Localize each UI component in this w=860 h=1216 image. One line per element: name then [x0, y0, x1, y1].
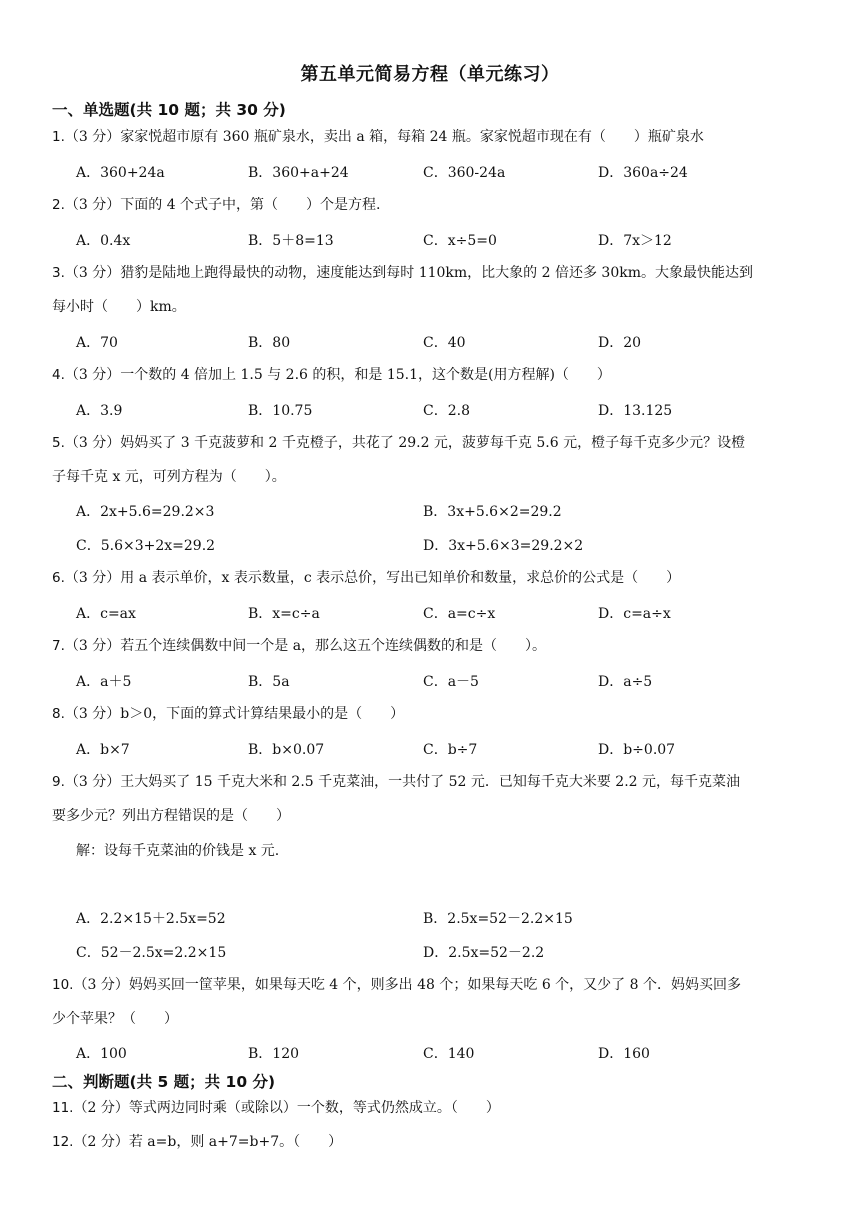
question-number: 10.: [52, 977, 74, 993]
question-score: （3 分）: [73, 977, 129, 993]
question-score: （3 分）: [64, 197, 121, 213]
question-number: 2.: [52, 197, 65, 213]
question-1: [52, 120, 812, 154]
option-c: C．a－5: [423, 674, 479, 690]
option-c: C．40: [423, 335, 466, 351]
option-c: C．a=c÷x: [423, 606, 496, 622]
option-d: D．b÷0.07: [598, 742, 676, 758]
question-6: [52, 561, 812, 595]
option-b: B．2.5x=52－2.2×15: [423, 911, 573, 927]
question-3: [52, 256, 812, 324]
option-d: D．20: [598, 335, 642, 351]
question-number: 1.: [52, 129, 65, 145]
option-b: B．5＋8=13: [248, 233, 334, 249]
question-text: b＞0，下面的算式计算结果最小的是（ ）: [120, 706, 405, 722]
option-d: D．7x＞12: [598, 233, 672, 249]
option-d: D．a÷5: [598, 674, 653, 690]
option-a: A．2.2×15＋2.5x=52: [76, 911, 226, 927]
question-score: （2 分）: [73, 1100, 129, 1116]
question-text: 王大妈买了 15 千克大米和 2.5 千克菜油，一共付了 52 元．已知每千克大米要 2.2 元，每千克菜油: [120, 774, 741, 790]
question-score: （3 分）: [64, 638, 121, 654]
solution-line: 解：设每千克菜油的价钱是 x 元.: [76, 843, 280, 859]
question-score: （3 分）: [64, 570, 121, 586]
option-a: A．c=ax: [76, 606, 136, 622]
question-9: [52, 765, 812, 833]
option-b: B．5a: [248, 674, 290, 690]
option-c: C．b÷7: [423, 742, 478, 758]
option-c: C．140: [423, 1046, 475, 1062]
question-5: [52, 426, 812, 494]
question-text: 下面的 4 个式子中，第（ ）个是方程.: [120, 197, 381, 213]
option-d: D．3x+5.6×3=29.2×2: [423, 538, 584, 554]
option-a: A．b×7: [76, 742, 130, 758]
option-c: C．5.6×3+2x=29.2: [76, 538, 216, 554]
option-c: C．2.8: [423, 403, 470, 419]
question-text: 妈妈买回一筐苹果，如果每天吃 4 个，则多出 48 个；如果每天吃 6 个，又少了 8 个．妈妈买回多: [128, 977, 741, 993]
question-number: 5.: [52, 435, 65, 451]
option-a: A．70: [76, 335, 118, 351]
question-10: [52, 968, 812, 1036]
question-number: 3.: [52, 265, 65, 281]
question-number: 8.: [52, 706, 65, 722]
option-d: D．2.5x=52－2.2: [423, 945, 545, 961]
question-text-continued: 要多少元？列出方程错误的是（ ）: [52, 808, 290, 824]
option-d: D．160: [598, 1046, 650, 1062]
question-12: [52, 1125, 812, 1159]
option-a: A．100: [76, 1046, 127, 1062]
option-d: D．c=a÷x: [598, 606, 671, 622]
question-text: 若 a=b，则 a+7=b+7。（ ）: [128, 1134, 343, 1150]
option-a: A．3.9: [76, 403, 123, 419]
question-2: [52, 188, 812, 222]
option-a: A．a＋5: [76, 674, 132, 690]
question-text-continued: 每小时（ ）km。: [52, 299, 186, 315]
question-text: 一个数的 4 倍加上 1.5 与 2.6 的积，和是 15.1，这个数是(用方程解)（ ）: [120, 367, 611, 383]
question-text: 若五个连续偶数中间一个是 a，那么这五个连续偶数的和是（ ）。: [120, 638, 547, 654]
question-score: （3 分）: [64, 367, 121, 383]
question-text: 用 a 表示单价，x 表示数量，c 表示总价，写出已知单价和数量，求总价的公式是（ ）: [120, 570, 681, 586]
question-8: [52, 697, 812, 731]
question-score: （2 分）: [73, 1134, 129, 1150]
option-d: D．360a÷24: [598, 165, 688, 181]
question-number: 4.: [52, 367, 65, 383]
question-text-continued: 子每千克 x 元，可列方程为（ ）。: [52, 469, 286, 485]
question-text: 猎豹是陆地上跑得最快的动物，速度能达到每时 110km，比大象的 2 倍还多 30km。大象最快能达到: [120, 265, 754, 281]
page-title: 第五单元简易方程（单元练习）: [300, 64, 560, 85]
question-number: 11.: [52, 1100, 74, 1116]
question-text-continued: 少个苹果？（ ）: [52, 1011, 178, 1027]
question-score: （3 分）: [64, 435, 121, 451]
question-number: 9.: [52, 774, 65, 790]
option-b: B．120: [248, 1046, 300, 1062]
option-b: B．10.75: [248, 403, 313, 419]
question-score: （3 分）: [64, 706, 121, 722]
question-score: （3 分）: [64, 774, 121, 790]
question-number: 12.: [52, 1134, 74, 1150]
question-11: [52, 1091, 812, 1125]
option-a: A．360+24a: [76, 165, 165, 181]
option-b: B．b×0.07: [248, 742, 325, 758]
option-d: D．13.125: [598, 403, 673, 419]
option-a: A．2x+5.6=29.2×3: [76, 504, 215, 520]
question-number: 6.: [52, 570, 65, 586]
question-4: [52, 358, 812, 392]
option-c: C．x÷5=0: [423, 233, 497, 249]
section-heading-single-choice: 一、单选题(共 10 题；共 30 分): [52, 101, 286, 119]
question-text: 家家悦超市原有 360 瓶矿泉水，卖出 a 箱，每箱 24 瓶。家家悦超市现在有（ ）瓶矿泉水: [120, 129, 704, 145]
option-b: B．80: [248, 335, 291, 351]
option-b: B．x=c÷a: [248, 606, 320, 622]
question-7: [52, 629, 812, 663]
question-number: 7.: [52, 638, 65, 654]
question-text: 妈妈买了 3 千克菠萝和 2 千克橙子，共花了 29.2 元，菠萝每千克 5.6 元，橙子每千克多少元？设橙: [120, 435, 746, 451]
question-text: 等式两边同时乘（或除以）一个数，等式仍然成立。（ ）: [128, 1100, 500, 1116]
option-a: A．0.4x: [76, 233, 131, 249]
option-b: B．360+a+24: [248, 165, 349, 181]
option-c: C．360-24a: [423, 165, 506, 181]
section-heading-true-false: 二、判断题(共 5 题；共 10 分): [52, 1073, 276, 1091]
option-c: C．52－2.5x=2.2×15: [76, 945, 227, 961]
question-score: （3 分）: [64, 129, 121, 145]
option-b: B．3x+5.6×2=29.2: [423, 504, 562, 520]
question-score: （3 分）: [64, 265, 121, 281]
